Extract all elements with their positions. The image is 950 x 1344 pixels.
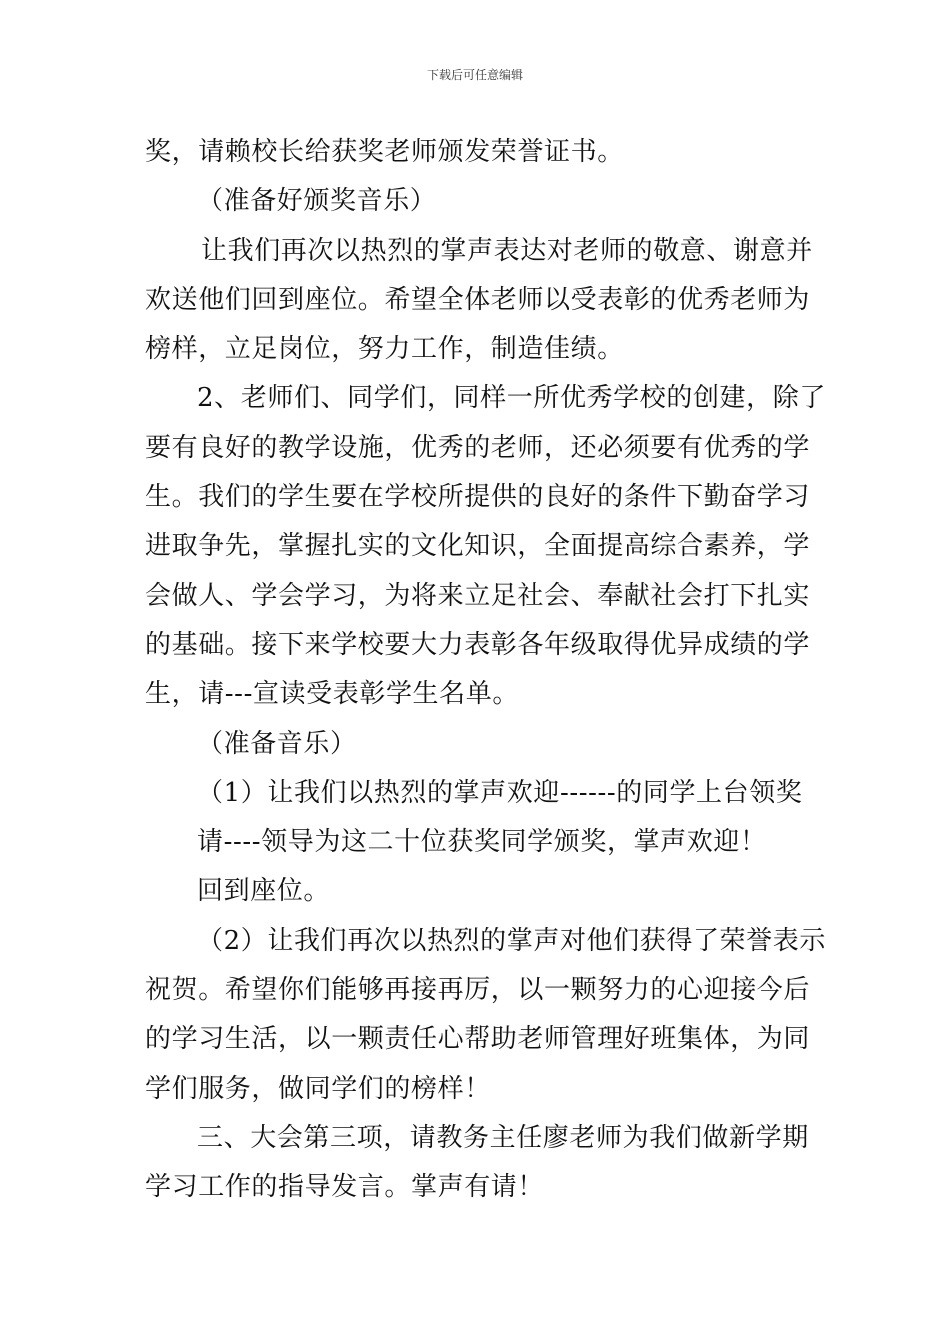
- text-line: 祝贺。希望你们能够再接再厉，以一颗努力的心迎接今后: [145, 975, 811, 1006]
- text-line: 要有良好的教学设施，优秀的老师，还必须要有优秀的学: [145, 432, 811, 463]
- text-line: 会做人、学会学习，为将来立足社会、奉献社会打下扎实: [145, 580, 811, 611]
- text-line: 2、老师们、同学们，同样一所优秀学校的创建，除了: [197, 383, 826, 414]
- text-line: 的学习生活，以一颗责任心帮助老师管理好班集体，为同: [145, 1024, 811, 1055]
- text-line: 进取争先，掌握扎实的文化知识，全面提高综合素养，学: [145, 531, 811, 562]
- text-line: 回到座位。: [197, 876, 331, 907]
- text-line: 生，请---宣读受表彰学生名单。: [145, 679, 519, 710]
- page-header: 下载后可任意编辑: [426, 68, 523, 82]
- text-line: （2）让我们再次以热烈的掌声对他们获得了荣誉表示: [197, 925, 826, 956]
- text-line: 学习工作的指导发言。掌声有请！: [145, 1172, 545, 1203]
- document-body: [145, 128, 826, 1213]
- text-line: 生。我们的学生要在学校所提供的良好的条件下勤奋学习: [145, 482, 811, 513]
- text-line: 榜样，立足岗位，努力工作，制造佳绩。: [145, 334, 624, 365]
- text-line: 让我们再次以热烈的掌声表达对老师的敬意、谢意并: [201, 235, 813, 266]
- text-line: 奖，请赖校长给获奖老师颁发荣誉证书。: [145, 137, 624, 167]
- text-line: （1）让我们以热烈的掌声欢迎------的同学上台领奖: [197, 777, 803, 808]
- text-line: （准备好颁奖音乐）: [197, 186, 437, 217]
- text-line: 学们服务，做同学们的榜样！: [145, 1073, 491, 1104]
- text-line: （准备音乐）: [197, 728, 357, 759]
- text-line: 三、大会第三项，请教务主任廖老师为我们做新学期: [197, 1122, 809, 1153]
- text-line: 请----领导为这二十位获奖同学颁奖，掌声欢迎！: [197, 827, 767, 858]
- text-line: 的基础。接下来学校要大力表彰各年级取得优异成绩的学: [145, 629, 811, 660]
- text-line: 欢送他们回到座位。希望全体老师以受表彰的优秀老师为: [145, 284, 811, 315]
